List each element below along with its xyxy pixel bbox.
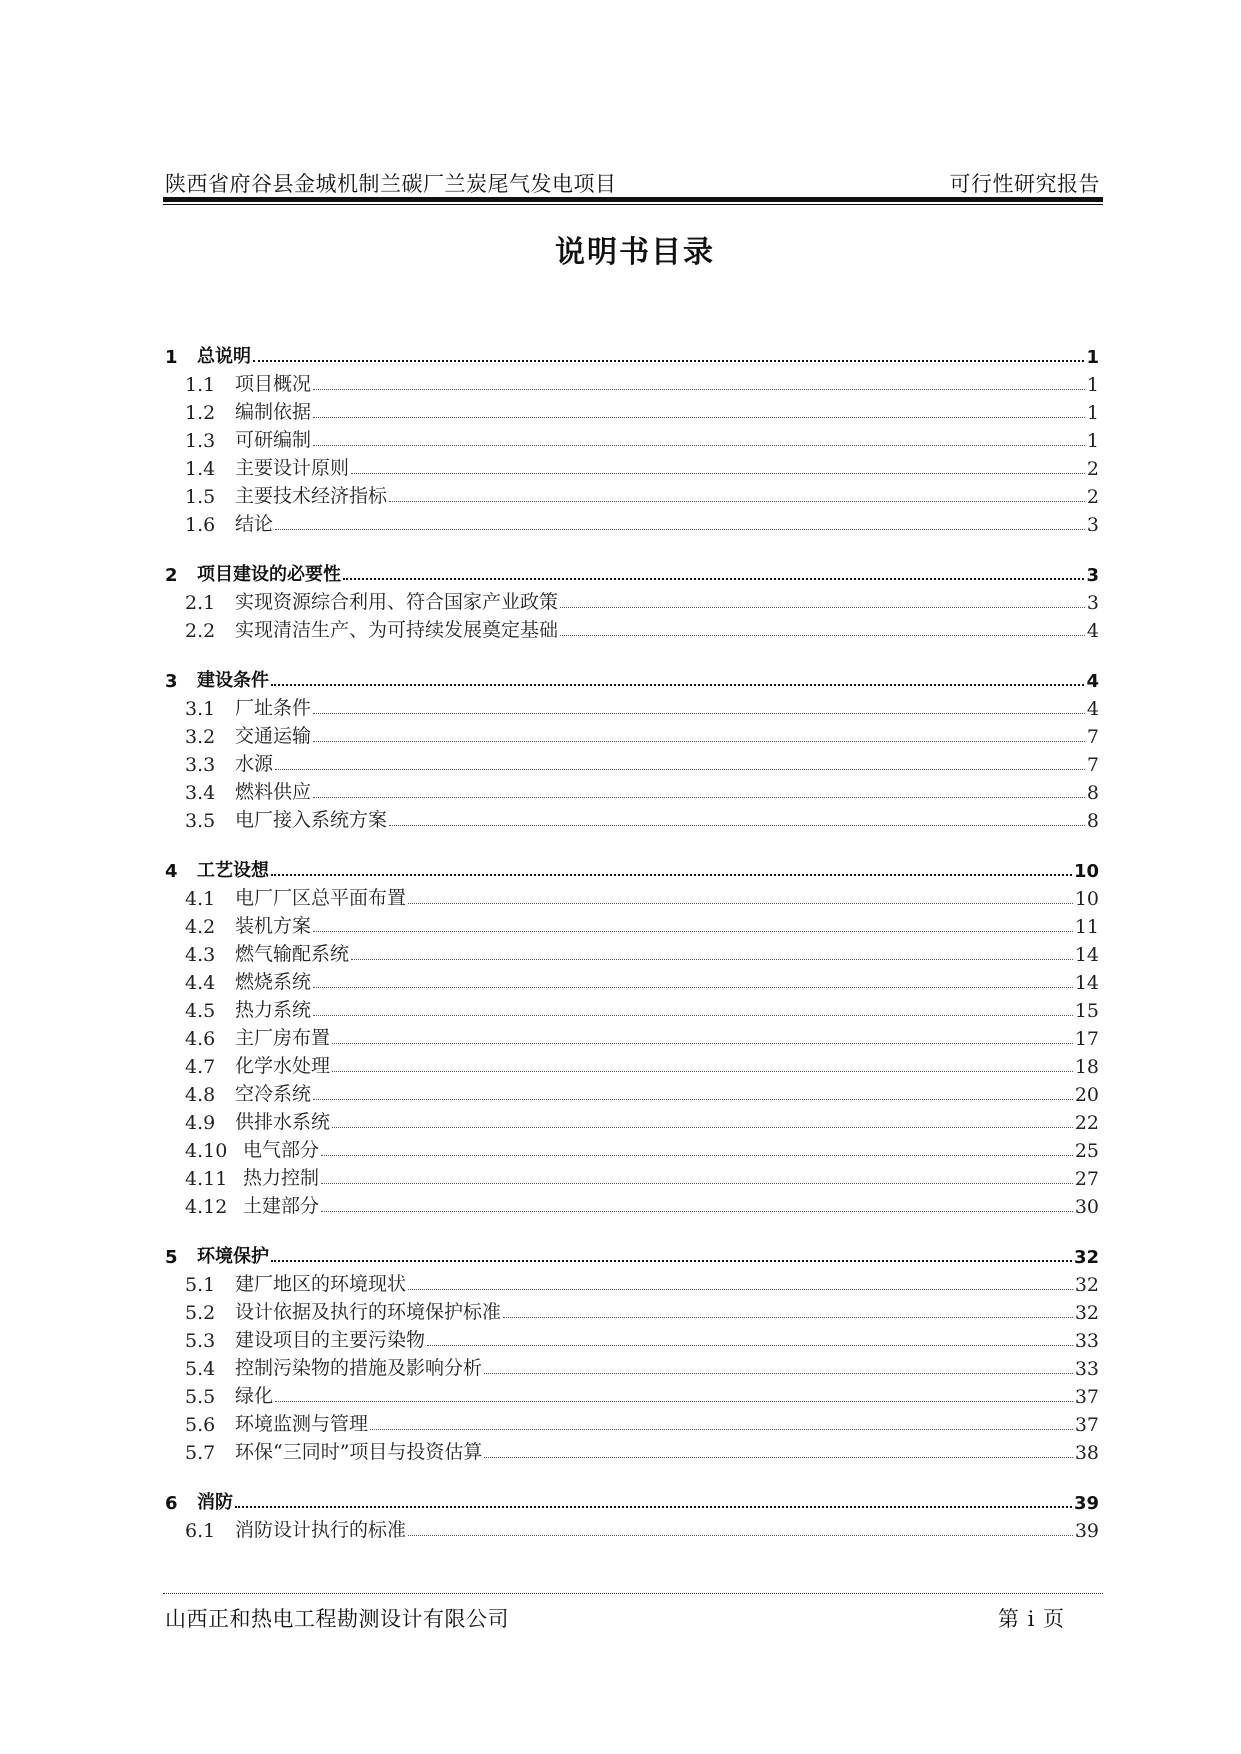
- toc-section[interactable]: [165, 1134, 1099, 1162]
- page-header: [165, 160, 1100, 200]
- toc-dot-leader: [271, 684, 1084, 686]
- toc-section-number: 3.1: [185, 698, 216, 720]
- toc-section-title: 空冷系统: [235, 1083, 312, 1105]
- toc-section-number: 4.3: [185, 944, 216, 966]
- toc-dot-leader: [408, 1289, 1073, 1290]
- toc-dot-leader: [408, 1535, 1073, 1536]
- toc-chapter-number: 6: [165, 1493, 178, 1514]
- toc-chapter-number: 4: [165, 861, 178, 882]
- toc-section-title: 电厂接入系统方案: [235, 809, 388, 831]
- toc-chapter[interactable]: [165, 1474, 1099, 1514]
- toc-section[interactable]: [165, 994, 1099, 1022]
- toc-dot-leader: [389, 825, 1085, 826]
- toc-section-number: 2.1: [185, 592, 216, 614]
- toc-dot-leader: [275, 1401, 1073, 1402]
- toc-page-number: 7: [1086, 754, 1099, 776]
- toc-dot-leader: [313, 1015, 1073, 1016]
- toc-section-number: 5.2: [185, 1302, 216, 1324]
- toc-page-number: 33: [1074, 1330, 1099, 1352]
- toc-section-number: 4.9: [185, 1112, 216, 1134]
- page-title: 说明书目录: [555, 235, 715, 270]
- toc-dot-leader: [321, 1183, 1073, 1184]
- toc-section[interactable]: [165, 1022, 1099, 1050]
- toc-page-number: 39: [1074, 1520, 1099, 1542]
- toc-section[interactable]: [165, 368, 1099, 396]
- toc-section-title: 消防设计执行的标准: [235, 1519, 407, 1541]
- toc-section[interactable]: [165, 1190, 1099, 1218]
- toc-section-title: 项目概况: [235, 373, 312, 395]
- toc-section-title: 燃气输配系统: [235, 943, 350, 965]
- toc-section[interactable]: [165, 1352, 1099, 1380]
- toc-chapter-number: 3: [165, 671, 178, 692]
- toc-section-title: 编制依据: [235, 401, 312, 423]
- toc-page-number: 4: [1086, 620, 1099, 642]
- toc-section-title: 绿化: [235, 1385, 274, 1407]
- toc-dot-leader: [271, 874, 1072, 876]
- toc-page-number: 4: [1086, 671, 1099, 692]
- toc-section[interactable]: [165, 586, 1099, 614]
- toc-page-number: 4: [1086, 698, 1099, 720]
- toc-page-number: 32: [1074, 1274, 1099, 1296]
- toc-chapter-title: 工艺设想: [197, 860, 269, 881]
- toc-section[interactable]: [165, 1296, 1099, 1324]
- toc-chapter[interactable]: [165, 842, 1099, 882]
- toc-section[interactable]: [165, 882, 1099, 910]
- toc-page-number: 39: [1073, 1493, 1099, 1514]
- toc-dot-leader: [313, 741, 1085, 742]
- toc-dot-leader: [313, 931, 1073, 932]
- toc-section-number: 4.5: [185, 1000, 216, 1022]
- toc-section-title: 电气部分: [243, 1139, 320, 1161]
- toc-chapter-number: 1: [165, 347, 178, 368]
- toc-chapter-title: 总说明: [197, 346, 251, 367]
- toc-section-number: 5.1: [185, 1274, 216, 1296]
- toc-section[interactable]: [165, 776, 1099, 804]
- toc-page-number: 7: [1086, 726, 1099, 748]
- toc-section[interactable]: [165, 1380, 1099, 1408]
- toc-section-title: 环保“三同时”项目与投资估算: [235, 1441, 483, 1463]
- footer-company: 山西正和热电工程勘测设计有限公司: [165, 1607, 509, 1631]
- toc-chapter-number: 2: [165, 565, 178, 586]
- toc-section-number: 3.3: [185, 754, 216, 776]
- toc-page-number: 20: [1074, 1084, 1099, 1106]
- toc-dot-leader: [313, 389, 1085, 390]
- toc-section-title: 建设项目的主要污染物: [235, 1329, 426, 1351]
- toc-section[interactable]: [165, 938, 1099, 966]
- toc-gap: [165, 1218, 1099, 1224]
- toc-section-title: 主要设计原则: [235, 457, 350, 479]
- toc-page-number: 10: [1073, 861, 1099, 882]
- toc-dot-leader: [235, 1506, 1072, 1508]
- toc-section[interactable]: [165, 1106, 1099, 1134]
- toc-section-number: 5.4: [185, 1358, 216, 1380]
- toc-dot-leader: [484, 1373, 1073, 1374]
- toc-section-title: 设计依据及执行的环境保护标准: [235, 1301, 502, 1323]
- toc-section[interactable]: [165, 1078, 1099, 1106]
- toc-page-number: 25: [1074, 1140, 1099, 1162]
- toc-section-title: 主要技术经济指标: [235, 485, 388, 507]
- toc-section[interactable]: [165, 1408, 1099, 1436]
- toc-section-number: 1.4: [185, 458, 216, 480]
- toc-section[interactable]: [165, 1268, 1099, 1296]
- toc-chapter[interactable]: [165, 328, 1099, 368]
- header-report-type: 可行性研究报告: [949, 172, 1100, 196]
- toc-dot-leader: [271, 1260, 1072, 1262]
- toc-gap: [165, 1542, 1099, 1548]
- toc-page-number: 8: [1086, 782, 1099, 804]
- toc-dot-leader: [332, 1043, 1073, 1044]
- toc-page-number: 10: [1074, 888, 1099, 910]
- toc-dot-leader: [253, 360, 1084, 362]
- toc-dot-leader: [313, 1099, 1073, 1100]
- toc-section-number: 1.3: [185, 430, 216, 452]
- toc-section[interactable]: [165, 614, 1099, 642]
- toc-section-title: 化学水处理: [235, 1055, 331, 1077]
- toc-section[interactable]: [165, 910, 1099, 938]
- toc-section[interactable]: [165, 1324, 1099, 1352]
- toc-section-number: 4.6: [185, 1028, 216, 1050]
- toc-section[interactable]: [165, 748, 1099, 776]
- toc-page-number: 1: [1086, 374, 1099, 396]
- toc-page-number: 1: [1086, 430, 1099, 452]
- toc-section-number: 6.1: [185, 1520, 216, 1542]
- toc-section-number: 5.6: [185, 1414, 216, 1436]
- toc-section[interactable]: [165, 1162, 1099, 1190]
- toc-dot-leader: [503, 1317, 1073, 1318]
- table-of-contents: [165, 324, 1099, 1548]
- header-project-name: 陕西省府谷县金城机制兰碳厂兰炭尾气发电项目: [165, 172, 617, 196]
- toc-dot-leader: [427, 1345, 1073, 1346]
- toc-section-number: 4.2: [185, 916, 216, 938]
- toc-page-number: 15: [1074, 1000, 1099, 1022]
- toc-section-number: 4.1: [185, 888, 216, 910]
- toc-dot-leader: [484, 1457, 1072, 1458]
- toc-section-number: 3.4: [185, 782, 216, 804]
- toc-page-number: 3: [1086, 592, 1099, 614]
- toc-section-number: 2.2: [185, 620, 216, 642]
- toc-section[interactable]: [165, 966, 1099, 994]
- header-rule: [163, 197, 1103, 202]
- toc-chapter[interactable]: [165, 1228, 1099, 1268]
- toc-dot-leader: [343, 578, 1084, 580]
- toc-section[interactable]: [165, 1050, 1099, 1078]
- toc-section-number: 4.7: [185, 1056, 216, 1078]
- toc-section-number: 1.5: [185, 486, 216, 508]
- toc-section-title: 土建部分: [243, 1195, 320, 1217]
- toc-page-number: 27: [1074, 1168, 1099, 1190]
- toc-dot-leader: [332, 1127, 1073, 1128]
- toc-dot-leader: [313, 797, 1085, 798]
- toc-section-title: 可研编制: [235, 429, 312, 451]
- toc-section[interactable]: [165, 804, 1099, 832]
- toc-page-number: 3: [1086, 514, 1099, 536]
- toc-section[interactable]: [165, 508, 1099, 536]
- toc-page-number: 30: [1074, 1196, 1099, 1218]
- toc-page-number: 37: [1074, 1414, 1099, 1436]
- toc-section[interactable]: [165, 1514, 1099, 1542]
- toc-section[interactable]: [165, 396, 1099, 424]
- toc-page-number: 2: [1086, 458, 1099, 480]
- toc-dot-leader: [389, 501, 1085, 502]
- toc-page-number: 1: [1086, 347, 1099, 368]
- toc-page-number: 32: [1074, 1302, 1099, 1324]
- toc-chapter[interactable]: [165, 652, 1099, 692]
- toc-page-number: 2: [1086, 486, 1099, 508]
- toc-dot-leader: [321, 1155, 1073, 1156]
- toc-chapter-title: 建设条件: [197, 670, 269, 691]
- toc-section-title: 实现清洁生产、为可持续发展奠定基础: [235, 619, 559, 641]
- toc-section-number: 5.5: [185, 1386, 216, 1408]
- toc-page-number: 38: [1074, 1442, 1099, 1464]
- toc-dot-leader: [351, 959, 1073, 960]
- toc-section-number: 3.5: [185, 810, 216, 832]
- header-rule-thin: [163, 204, 1103, 205]
- toc-dot-leader: [351, 473, 1085, 474]
- toc-section-title: 控制污染物的措施及影响分析: [235, 1357, 483, 1379]
- toc-dot-leader: [313, 987, 1073, 988]
- toc-chapter-title: 项目建设的必要性: [197, 564, 341, 585]
- toc-section[interactable]: [165, 452, 1099, 480]
- toc-section-title: 建厂地区的环境现状: [235, 1273, 407, 1295]
- toc-dot-leader: [560, 635, 1085, 636]
- toc-page-number: 32: [1073, 1247, 1099, 1268]
- footer-rule: [163, 1593, 1103, 1594]
- toc-dot-leader: [313, 445, 1085, 446]
- toc-section[interactable]: [165, 424, 1099, 452]
- toc-section[interactable]: [165, 1436, 1099, 1464]
- toc-section-number: 4.4: [185, 972, 216, 994]
- toc-section[interactable]: [165, 480, 1099, 508]
- toc-dot-leader: [560, 607, 1085, 608]
- toc-section-number: 1.2: [185, 402, 216, 424]
- toc-page-number: 14: [1074, 944, 1099, 966]
- toc-section-number: 4.10: [185, 1140, 228, 1162]
- toc-dot-leader: [332, 1071, 1073, 1072]
- toc-section-title: 结论: [235, 513, 274, 535]
- toc-section-number: 5.7: [185, 1442, 216, 1464]
- toc-gap: [165, 832, 1099, 838]
- toc-section-number: 1.6: [185, 514, 216, 536]
- toc-page-number: 17: [1074, 1028, 1099, 1050]
- toc-section-title: 装机方案: [235, 915, 312, 937]
- toc-chapter-number: 5: [165, 1247, 178, 1268]
- toc-page-number: 18: [1074, 1056, 1099, 1078]
- toc-chapter[interactable]: [165, 546, 1099, 586]
- toc-section-title: 供排水系统: [235, 1111, 331, 1133]
- toc-section-title: 水源: [235, 753, 274, 775]
- toc-gap: [165, 642, 1099, 648]
- footer-page-number: 第 i 页: [997, 1607, 1065, 1631]
- toc-dot-leader: [313, 417, 1085, 418]
- toc-section-title: 环境监测与管理: [235, 1413, 369, 1435]
- toc-dot-leader: [408, 903, 1073, 904]
- toc-page-number: 33: [1074, 1358, 1099, 1380]
- toc-chapter-title: 消防: [197, 1492, 233, 1513]
- toc-dot-leader: [275, 769, 1085, 770]
- toc-section-title: 燃料供应: [235, 781, 312, 803]
- toc-gap: [165, 536, 1099, 542]
- toc-chapter-title: 环境保护: [197, 1246, 269, 1267]
- toc-section[interactable]: [165, 720, 1099, 748]
- toc-section-title: 厂址条件: [235, 697, 312, 719]
- toc-section-title: 热力系统: [235, 999, 312, 1021]
- toc-gap: [165, 1464, 1099, 1470]
- toc-section-title: 主厂房布置: [235, 1027, 331, 1049]
- toc-section-number: 4.8: [185, 1084, 216, 1106]
- toc-dot-leader: [275, 529, 1085, 530]
- toc-section-number: 5.3: [185, 1330, 216, 1352]
- toc-section-number: 1.1: [185, 374, 216, 396]
- toc-section-number: 4.12: [185, 1196, 228, 1218]
- toc-page-number: 8: [1086, 810, 1099, 832]
- toc-page-number: 14: [1074, 972, 1099, 994]
- toc-section-title: 实现资源综合利用、符合国家产业政策: [235, 591, 559, 613]
- toc-page-number: 1: [1086, 402, 1099, 424]
- toc-page-number: 22: [1074, 1112, 1099, 1134]
- toc-dot-leader: [321, 1211, 1073, 1212]
- toc-page-number: 3: [1086, 565, 1099, 586]
- toc-section-number: 4.11: [185, 1168, 228, 1190]
- toc-section[interactable]: [165, 692, 1099, 720]
- toc-dot-leader: [370, 1429, 1073, 1430]
- toc-section-title: 热力控制: [243, 1167, 320, 1189]
- toc-page-number: 37: [1074, 1386, 1099, 1408]
- toc-section-title: 燃烧系统: [235, 971, 312, 993]
- toc-dot-leader: [313, 713, 1085, 714]
- toc-section-number: 3.2: [185, 726, 216, 748]
- toc-section-title: 电厂厂区总平面布置: [235, 887, 407, 909]
- toc-page-number: 11: [1074, 916, 1099, 938]
- toc-section-title: 交通运输: [235, 725, 312, 747]
